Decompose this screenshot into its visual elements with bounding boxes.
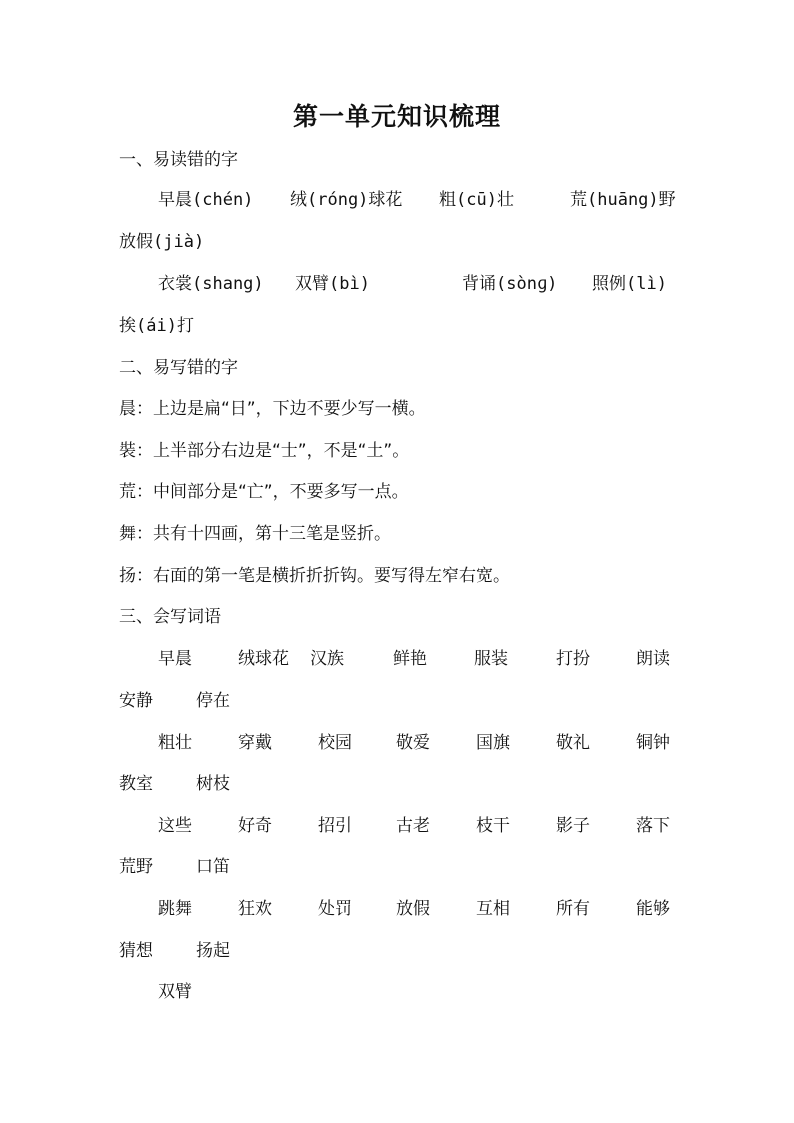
word-item: 处罚 <box>318 899 352 919</box>
reading-item: 衣裳(shang) <box>158 274 264 294</box>
word-item: 停在 <box>196 691 230 711</box>
word-item: 扬起 <box>196 941 230 961</box>
word-item: 安静 <box>119 691 153 711</box>
writing-note: 裝：上半部分右边是“士”，不是“土”。 <box>119 441 410 461</box>
section-heading-reading: 一、易读错的字 <box>119 150 238 170</box>
word-item: 敬爱 <box>396 733 430 753</box>
writing-note: 荒：中间部分是“亡”，不要多写一点。 <box>119 482 409 502</box>
reading-item: 粗(cū)壮 <box>439 190 514 210</box>
word-item: 铜钟 <box>636 733 670 753</box>
page-title: 第一单元知识梳理 <box>292 102 501 131</box>
word-item: 这些 <box>158 816 192 836</box>
word-item: 互相 <box>476 899 510 919</box>
reading-item: 绒(róng)球花 <box>290 190 403 210</box>
word-item: 敬礼 <box>556 733 590 753</box>
word-item: 粗壮 <box>158 733 192 753</box>
writing-note: 晨：上边是扁“日”，下边不要少写一横。 <box>119 399 426 419</box>
word-item: 绒球花 <box>238 649 289 669</box>
word-item: 枝干 <box>476 816 510 836</box>
section-heading-words: 三、会写词语 <box>119 607 221 627</box>
word-item: 招引 <box>318 816 352 836</box>
reading-item: 背诵(sònɡ) <box>462 274 558 294</box>
word-item: 狂欢 <box>238 899 272 919</box>
word-item: 服装 <box>474 649 508 669</box>
word-item: 古老 <box>396 816 430 836</box>
writing-note: 舞：共有十四画，第十三笔是竖折。 <box>119 524 391 544</box>
word-item: 跳舞 <box>158 899 192 919</box>
word-item: 鲜艳 <box>393 649 427 669</box>
word-item: 国旗 <box>476 733 510 753</box>
reading-item: 荒(huāng)野 <box>570 190 676 210</box>
word-item: 影子 <box>556 816 590 836</box>
word-item: 所有 <box>556 899 590 919</box>
word-item: 落下 <box>636 816 670 836</box>
word-item: 双臂 <box>158 982 192 1002</box>
word-item: 放假 <box>396 899 430 919</box>
reading-item: 照例(lì) <box>592 274 667 294</box>
reading-item: 早晨(chén) <box>158 190 254 210</box>
word-item: 荒野 <box>119 857 153 877</box>
word-item: 树枝 <box>196 774 230 794</box>
word-item: 汉族 <box>310 649 344 669</box>
reading-item: 放假(jià) <box>119 232 205 252</box>
word-item: 早晨 <box>158 649 192 669</box>
word-item: 口笛 <box>196 857 230 877</box>
word-item: 教室 <box>119 774 153 794</box>
word-item: 能够 <box>636 899 670 919</box>
word-item: 好奇 <box>238 816 272 836</box>
word-item: 穿戴 <box>238 733 272 753</box>
word-item: 朗读 <box>636 649 670 669</box>
section-heading-writing: 二、易写错的字 <box>119 358 238 378</box>
reading-item: 挨(ái)打 <box>119 316 194 336</box>
word-item: 校园 <box>318 733 352 753</box>
word-item: 打扮 <box>556 649 590 669</box>
reading-item: 双臂(bì) <box>295 274 370 294</box>
writing-note: 扬：右面的第一笔是横折折折钩。要写得左窄右宽。 <box>119 566 510 586</box>
word-item: 猜想 <box>119 941 153 961</box>
